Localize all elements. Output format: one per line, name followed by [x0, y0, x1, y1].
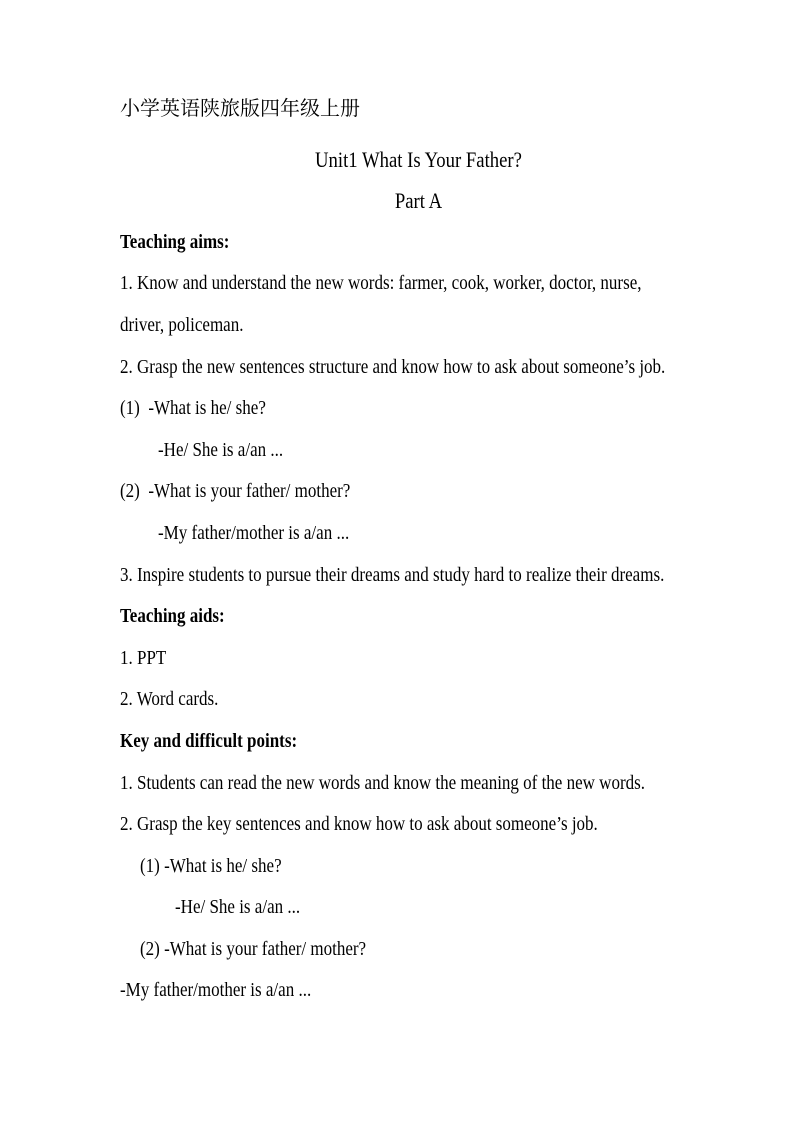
teaching-aims-line: 2. Grasp the new sentences structure and know how to ask about someone’s job. [120, 355, 666, 378]
teaching-aims-sentence-q2: (2) -What is your father/ mother? [120, 480, 351, 503]
key-points-sentence-a1: -He/ She is a/an ... [175, 896, 301, 919]
teaching-aims-line: 3. Inspire students to pursue their dreams and study hard to realize their dreams. [120, 563, 665, 586]
teaching-aims-sentence-q1: (1) -What is he/ she? [120, 397, 266, 420]
doc-subtitle-part: Part A [394, 188, 443, 214]
key-points-line: 2. Grasp the key sentences and know how to ask about someone’s job. [120, 813, 598, 836]
teaching-aims-sentence-a1: -He/ She is a/an ... [158, 438, 284, 461]
teaching-aims-line: driver, policeman. [120, 313, 244, 336]
key-points-line: 1. Students can read the new words and know the meaning of the new words. [120, 771, 645, 794]
teaching-aims-line: 1. Know and understand the new words: farmer, cook, worker, doctor, nurse, [120, 272, 642, 295]
section-heading-teaching-aims: Teaching aims: [120, 230, 230, 253]
teaching-aims-sentence-a2: -My father/mother is a/an ... [158, 521, 350, 544]
key-points-sentence-q2: (2) -What is your father/ mother? [140, 937, 367, 960]
teaching-aids-line: 2. Word cards. [120, 688, 219, 711]
teaching-aids-line: 1. PPT [120, 646, 167, 669]
doc-title: Unit1 What Is Your Father? [315, 146, 522, 172]
key-points-sentence-a2: -My father/mother is a/an ... [120, 979, 312, 1002]
series-header: 小学英语陕旅版四年级上册 [120, 98, 360, 120]
section-heading-key-points: Key and difficult points: [120, 729, 298, 752]
key-points-sentence-q1: (1) -What is he/ she? [140, 854, 282, 877]
section-heading-teaching-aids: Teaching aids: [120, 605, 225, 628]
